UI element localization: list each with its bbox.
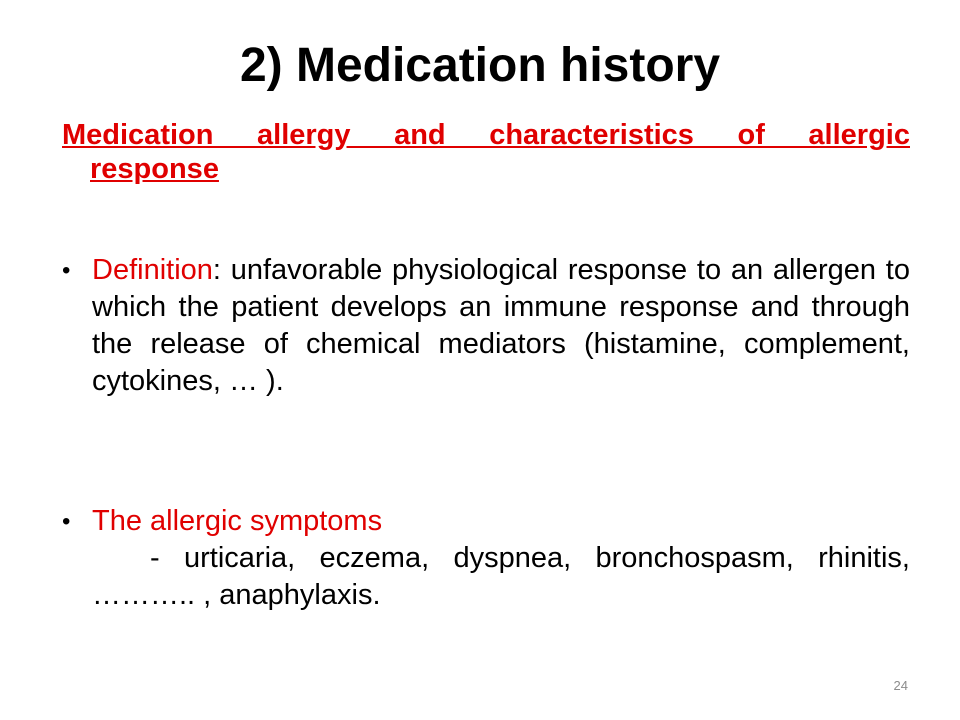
- definition-label: Definition: [92, 254, 213, 286]
- allergic-symptoms-label: The allergic symptoms: [92, 505, 383, 537]
- section-heading-line2: response: [90, 153, 219, 185]
- section-heading: [62, 118, 910, 186]
- definition-text: unfavorable physiological response to an allergen to which the patient develops an immune response and through the release of chemical mediators (histamine, complement, cytokines, … ).: [92, 254, 910, 397]
- bullet-marker: •: [62, 508, 71, 535]
- definition-colon: :: [212, 254, 221, 286]
- slide-title: 2) Medication history: [239, 39, 721, 92]
- bullet-allergic-symptoms: [62, 503, 910, 614]
- allergic-symptoms-text: - urticaria, eczema, dyspnea, bronchospasm, rhinitis, ……….. , anaphylaxis.: [92, 542, 910, 611]
- section-heading-line1: Medication allergy and characteristics of allergic: [62, 119, 910, 151]
- allergic-symptoms-list: [92, 540, 910, 614]
- bullet-definition: [62, 252, 910, 400]
- bullet-marker: •: [62, 257, 71, 284]
- bullet-definition-body: [92, 252, 910, 400]
- page-number: 24: [893, 678, 908, 693]
